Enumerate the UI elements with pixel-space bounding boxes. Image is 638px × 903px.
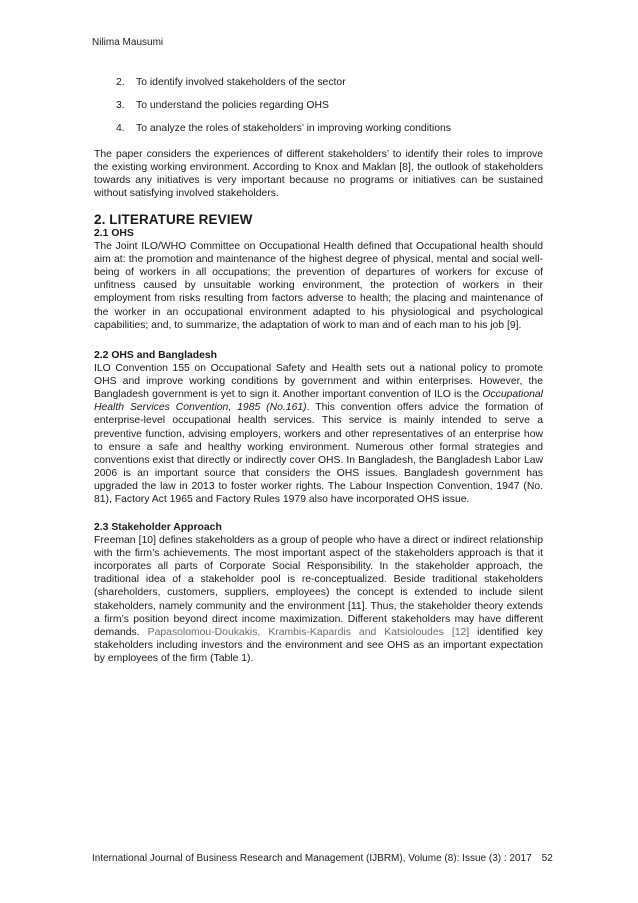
list-item — [116, 122, 556, 145]
intro-paragraph — [94, 148, 543, 200]
paragraph-text: Freeman [10] defines stakeholders as a group of people who have a direct or indirect relationship with the firm’s achievements. The most important aspect of the stakeholders approach is that it incorporates all parts of Corporate Social Responsibility. In the stakeholder approach, the traditional idea of a stakeholder pool is re-conceptualized. Beside traditional stakeholders (shareholders, customers, suppliers, employees) the concept is extended to include silent stakeholders, namely community and the environment [11]. Thus, the stakeholder theory extends a firm’s position beyond direct income maximization. Different stakeholders may have different demands. — [94, 535, 543, 638]
list-item-number: 4. — [116, 123, 125, 134]
list-item-number: 3. — [116, 100, 125, 111]
page-footer — [92, 853, 553, 864]
subsection-heading: 2.2 OHS and Bangladesh — [94, 350, 217, 361]
paragraph-text: . This convention offers advice the formation of enterprise-level occupational health services. This service is mainly intended to serve a preventive function, advising employers, workers and other representatives of an enterprise how to ensure a safe and healthy working environment. Numerous other formal strategies and conventions exist that directly or indirectly cover OHS. In Bangladesh, the Bangladesh Labor Law 2006 is an important source that considers the OHS issues. Bangladesh government has upgraded the law in 2013 to foster worker rights. The Labour Inspection Convention, 1947 (No. 81), Factory Act 1965 and Factory Rules 1979 also have incorporated OHS issue. — [94, 402, 543, 506]
paragraph-text: identified key stakeholders including investors and the environment and see OHS as an important expectation by employees of the firm (Table 1). — [94, 626, 543, 664]
subsection-ohs-bangladesh — [94, 349, 543, 506]
subsection-ohs — [94, 227, 543, 332]
footer-journal: International Journal of Business Research and Management (IJBRM), Volume (8): Issue (3) : 2017 — [92, 853, 532, 864]
subsection-heading: 2.1 OHS — [94, 228, 134, 239]
intro-paragraph-text: The paper considers the experiences of different stakeholders’ to identify their roles to improve the existing working environment. According to Knox and Maklan [8], the outlook of stakeholders towards any initiatives is very important because no programs or initiatives can be sustained without satisfying involved stakeholders. — [94, 149, 543, 200]
list-item-text: To understand the policies regarding OHS — [136, 100, 329, 111]
list-item-number: 2. — [116, 77, 125, 88]
running-header-author: Nilima Mausumi — [92, 37, 164, 48]
page-number: 52 — [541, 853, 553, 864]
subsection-paragraph — [94, 362, 543, 506]
subsection-paragraph — [94, 534, 543, 665]
section-title: 2. LITERATURE REVIEW — [94, 212, 253, 227]
list-item — [116, 99, 556, 122]
objectives-list — [116, 76, 556, 145]
list-item — [116, 76, 556, 99]
subsection-heading: 2.3 Stakeholder Approach — [94, 522, 222, 533]
subsection-stakeholder-approach — [94, 521, 543, 665]
list-item-text: To analyze the roles of stakeholders’ in improving working conditions — [136, 123, 451, 134]
paragraph-text: ILO Convention 155 on Occupational Safety and Health sets out a national policy to promote OHS and improve working conditions by government and within enterprises. However, the Bangladesh government is yet to sign it. Another important convention of ILO is the — [94, 363, 543, 401]
convention-title-italic: Occupational Health Services Convention, 1985 (No.161) — [94, 389, 543, 414]
citation-reference: Papasolomou-Doukakis, Krambis-Kapardis and Katsioloudes [12] — [147, 626, 470, 638]
subsection-paragraph: The Joint ILO/WHO Committee on Occupational Health defined that Occupational health should aim at: the promotion and maintenance of the highest degree of physical, mental and social well-being of workers in all occupations; the prevention of departures of workers for excuse of unfitness caused by unsuitable working environment, the protection of workers in their employment from risks resulting from factors adverse to health; the placing and maintenance of the worker in an occupational environment adapted to his physiological and psychological capabilities; and, to summarize, the adaptation of work to man and of each man to his job [9]. — [94, 241, 543, 331]
list-item-text: To identify involved stakeholders of the sector — [136, 77, 346, 88]
